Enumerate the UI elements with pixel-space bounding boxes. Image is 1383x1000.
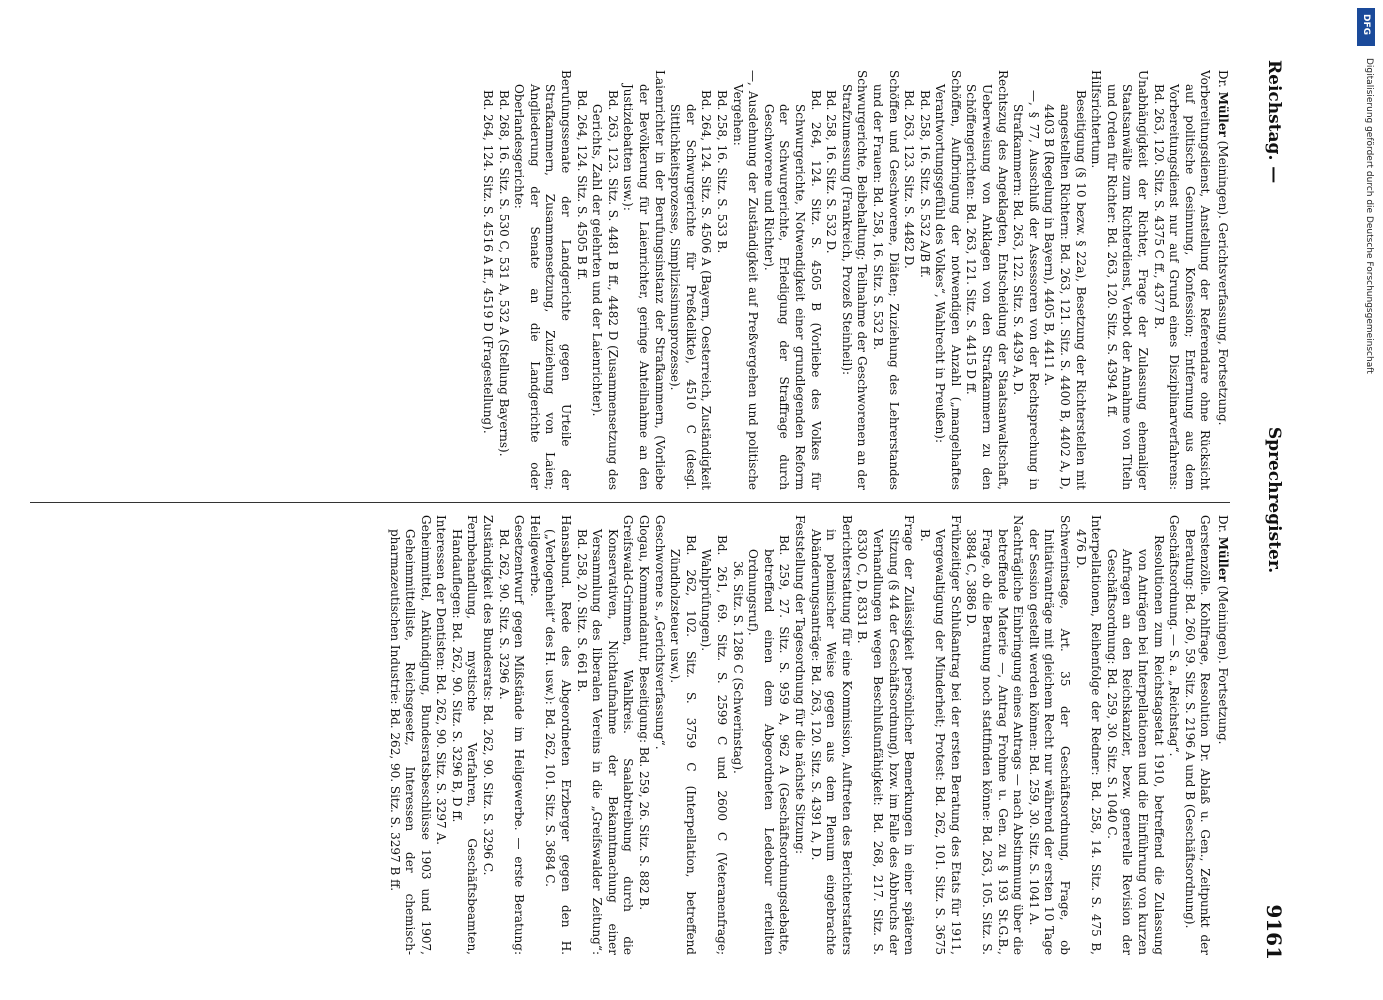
register-entry: Feststellung der Tagesordnung für die nächste Sitzung: — [792, 515, 807, 855]
register-entry: Interessen der Dentisten: Bd. 262, 90. Sitz. S. 3297 A. — [434, 515, 449, 845]
page-header — [1252, 40, 1292, 960]
register-entry: Schöffen, Aufbringung der notwendigen Anzahl („mangelhaftes Verantwortungsgefühl des Volkes“, Wahlrecht in Preußen): — [933, 70, 963, 490]
page-number: 9161 — [1262, 904, 1286, 960]
register-entry: Bd. 258, 16. Sitz. S. 532 A/B ff. — [917, 90, 932, 278]
register-entry: Gerstenzölle. Kohlfrage, Resolution Dr. Ablaß u. Gen., Zeitpunkt der Beratung: Bd. 260, 59. Sitz. S. 2196 A und B (Geschäftsordnung). — [1182, 515, 1213, 955]
register-entry: Schwerinstage, Art. 35 der Geschäftsordnung, Frage, ob Initiativanträge mit gleichem Recht nur während der ersten 10 Tage der Session gestellt werden können: Bd. 259, 30. Sitz. S. 1041 A. — [1026, 515, 1073, 955]
header-left: Reichstag. — — [1264, 60, 1284, 184]
dfg-logo — [1357, 8, 1375, 46]
column-left-title — [1214, 70, 1230, 490]
register-entry: Beseitigung (§ 10 bezw. § 22a), Besetzung der Richterstellen mit angestellten Richtern: Bd. 263, 121. Sitz. S. 4400 B, 4402 A, D, 4403 B (Regelung in Bayern), 4405 B, 4411 A. — [1042, 90, 1088, 490]
column-left-entries — [480, 70, 1213, 490]
register-entry: Zuständigkeit des Bundesrats: Bd. 262, 90. Sitz. S. 3296 C. — [481, 515, 496, 876]
register-entry: Interpellationen, Reihenfolge der Redner: Bd. 258, 14. Sitz. S. 475 B, 476 D. — [1073, 515, 1104, 955]
digitization-note — [1352, 6, 1378, 996]
register-entry: Bd. 258, 16. Sitz. S. 532 D. — [824, 90, 839, 254]
register-entry: Gesetzentwurf gegen Mißstände im Heilgewerbe. — erste Beratung: Bd. 262, 90. Sitz. S. 3296 A. — [496, 515, 527, 955]
column-divider — [30, 502, 1230, 503]
speaker-name: Müller — [1216, 91, 1230, 137]
title-rest: (Meiningen). Fortsetzung. — [1216, 585, 1230, 745]
register-entry: Bd. 264, 124. Sitz. S. 4516 A ff., 4519 D (Fragestellung). — [481, 90, 496, 434]
register-entry: Nachträgliche Einbringung eines Antrags — nach Abstimmung über die betreffende Materie —, Antrag Frohme u. Gen. zu § 193 St.G.B., Frage, ob die Beratung noch stattfinden könne: Bd. 263, 105. Sitz. S. 3884 C, 3886 D. — [964, 515, 1026, 955]
register-entry: Vorbereitungsdienst, Anstellung der Referendare ohne Rücksicht auf politische Gesinnung, Konfession; Entfernung aus dem Vorbereitungsdienst nur auf Grund eines Disziplinarverfahrens: Bd. 263, 120. Sitz. S. 4375 C ff., 4377 B. — [1151, 70, 1213, 490]
register-entry: —, Ausdehnung der Zuständigkeit auf Preßvergehen und politische Vergehen: — [730, 70, 761, 490]
register-entry: Hilfsrichtertum. — [1089, 70, 1104, 169]
register-entry: Unabhängigkeit der Richter, Frage der Zulassung ehemaliger Staatsanwälte zum Richterdienst, Verbot der Annahme von Titeln und Orden für Richter: Bd. 263, 120. Sitz. S. 4394 A ff. — [1104, 70, 1151, 490]
register-entry: Resolutionen zum Reichstagsetat 1910, betreffend die Zulassung von Anträgen bei Interpellationen und die Einführung von kurzen Anfragen an den Reichskanzler, bezw. generelle Revision der Geschäftsordnung: Bd. 259, 30. Sitz. S. 1040 C. — [1104, 535, 1166, 955]
register-entry: Bd. 263, 123. Sitz. S. 4481 B ff., 4482 D (Zusammensetzung des Gerichts, Zahl der gelehrten und der Laienrichter). — [590, 90, 620, 490]
register-entry: —, § 77, Ausschluß der Assessoren von der Rechtsprechung in Strafkammern: Bd. 263, 122. Sitz. S. 4439 A, D. — [1011, 90, 1041, 490]
register-column-right — [20, 515, 1230, 955]
column-right-entries — [386, 515, 1212, 955]
digitization-text: Digitalisierung gefördert durch die Deutsche Forschungsgemeinschaft — [1364, 58, 1374, 374]
register-entry: Hansabund. Rede des Abgeordneten Erzberger gegen den H. („Verlogenheit“ des H. usw.): Bd. 262, 101. Sitz. S. 3684 C. — [543, 515, 574, 955]
register-entry: Schöffen und Geschworene, Diäten; Zuziehung des Lehrerstandes und der Frauen: Bd. 258, 16. Sitz. S. 532 B. — [870, 70, 901, 490]
register-entry: Greifswald-Grimmen, Wahlkreis. Saalabtreibung durch die Konservativen, Nichtaufnahme der Bekanntmachung einer Versammlung des liberalen Vereins in die „Greifswalder Zeitung“: Bd. 258, 20. Sitz. S. 661 B. — [574, 515, 636, 955]
register-entry: Schwurgerichte, Beibehaltung; Teilnahme der Geschworenen an der Strafzumessung (Frankreich, Prozeß Steinheil): — [839, 70, 870, 490]
register-entry: Bd. 258, 16. Sitz. S. 533 B. — [715, 90, 729, 254]
register-entry: Bd. 264, 124. Sitz. S. 4506 A (Bayern, Oesterreich, Zuständigkeit der Schwurgerichte für Preßdelikte), 4510 C (desgl. Sittlichkeitsprozesse, Simplizissimusprozesse). — [668, 90, 714, 490]
register-entry: Bd. 263, 123. Sitz. S. 4482 D. — [902, 90, 917, 269]
register-entry: Bd. 264, 124. Sitz. S. 4505 B (Vorliebe des Volkes für Schwurgerichte, Notwendigkeit einer grundlegenden Reform der Schwurgerichte, Erledigung der Straffrage durch Geschworene und Richter). — [761, 90, 823, 490]
register-entry: Berufungssenate der Landgerichte gegen Urteile der Strafkammern, Zusammensetzung, Zuziehung von Laien; Angliederung der Senate an die Landgerichte oder Oberlandesgerichte: — [512, 70, 574, 490]
register-entry: 36. Sitz. S. 1286 C (Schwerinstag). — [730, 561, 745, 774]
header-title: Sprechregister. — [1264, 426, 1284, 574]
register-entry: Bd. 259, 27. Sitz. S. 959 A, 962 A (Geschäftsordnungsdebatte, betreffend einen dem Abgeordneten Ledebour erteilten Ordnungsruf). — [746, 535, 792, 955]
register-entry: Rechtszug des Angeklagten, Entscheidung der Staatsanwaltschaft, Ueberweisung von Anklagen von den Strafkammern zu den Schöffengerichten: Bd. 263, 121. Sitz. S. 4415 D ff. — [964, 70, 1010, 490]
dfg-logo-text: DFG — [1361, 14, 1371, 36]
register-entry: Bd. 261, 69. Sitz. S. 2599 C und 2600 C (Veteranenfrage; Wahlprüfungen). — [699, 535, 729, 955]
register-entry: Glogau, Kommandantur, Beseitigung: Bd. 259, 26. Sitz. S. 882 B. — [637, 515, 652, 911]
column-right-title — [1214, 515, 1230, 955]
register-entry: Laienrichter in der Berufungsinstanz der Strafkammern, (Vorliebe der Bevölkerung für Laienrichter, geringe Anteilnahme an den Justizdebatten usw.): — [621, 70, 667, 490]
register-entry: Heilgewerbe. — [527, 515, 542, 597]
register-entry: Fernbehandlung, mystische Verfahren, Geschäftsbeamten, Handauflegen: Bd. 262, 90. Sitz. S. 3296 B, D ff. — [449, 515, 480, 955]
register-entry: Geschäftsordnung. — S. a. „Reichstag“. — [1167, 515, 1182, 757]
title-rest: (Meiningen). Gerichtsverfassung, Fortsetzung. — [1216, 140, 1230, 426]
register-entry: Geschworene s. „Gerichtsverfassung“. — [652, 515, 667, 750]
register-entry: Frage der Zulässigkeit persönlicher Bemerkungen in einer späteren Sitzung (§ 44 der Geschäftsordnung), bzw. im Falle des Abbruchs der Verhandlungen wegen Beschlußunfähigkeit: Bd. 268, 217. Sitz. S. 8330 C, D, 8331 B. — [855, 515, 917, 955]
register-entry: Berichterstattung für eine Kommission, Auftreten des Berichterstatters in polemischer Weise gegen aus dem Plenum eingebrachte Abänderungsanträge: Bd. 263, 120. Sitz. S. 4391 A, D. — [808, 515, 854, 955]
register-entry: Geheimmittel, Ankündigung, Bundesratsbeschlüsse 1903 und 1907, Geheimmittelliste, Reichsgesetz, Interessen der chemisch-pharmazeutischen Industrie: Bd. 262, 90. Sitz. S. 3297 B ff. — [387, 515, 433, 955]
title-prefix: Dr. — [1216, 70, 1230, 88]
speaker-name: Müller — [1216, 536, 1230, 582]
register-column-left — [20, 70, 1230, 490]
title-prefix: Dr. — [1216, 515, 1230, 533]
register-entry: Bd. 268, 16. Sitz. S. 530 C, 531 A, 532 A (Stellung Bayerns). — [496, 90, 511, 457]
register-entry: Bd. 264, 124. Sitz. S. 4505 B ff. — [574, 90, 589, 281]
register-entry: Bd. 262, 102. Sitz. S. 3759 C (Interpellation, betreffend Zündholzsteuer usw.). — [668, 535, 698, 955]
register-entry: Frühzeitiger Schlußantrag bei der ersten Beratung des Etats für 1911, Vergewaltigung der Minderheit; Protest: Bd. 262, 101. Sitz. S. 3675 B. — [917, 515, 963, 955]
